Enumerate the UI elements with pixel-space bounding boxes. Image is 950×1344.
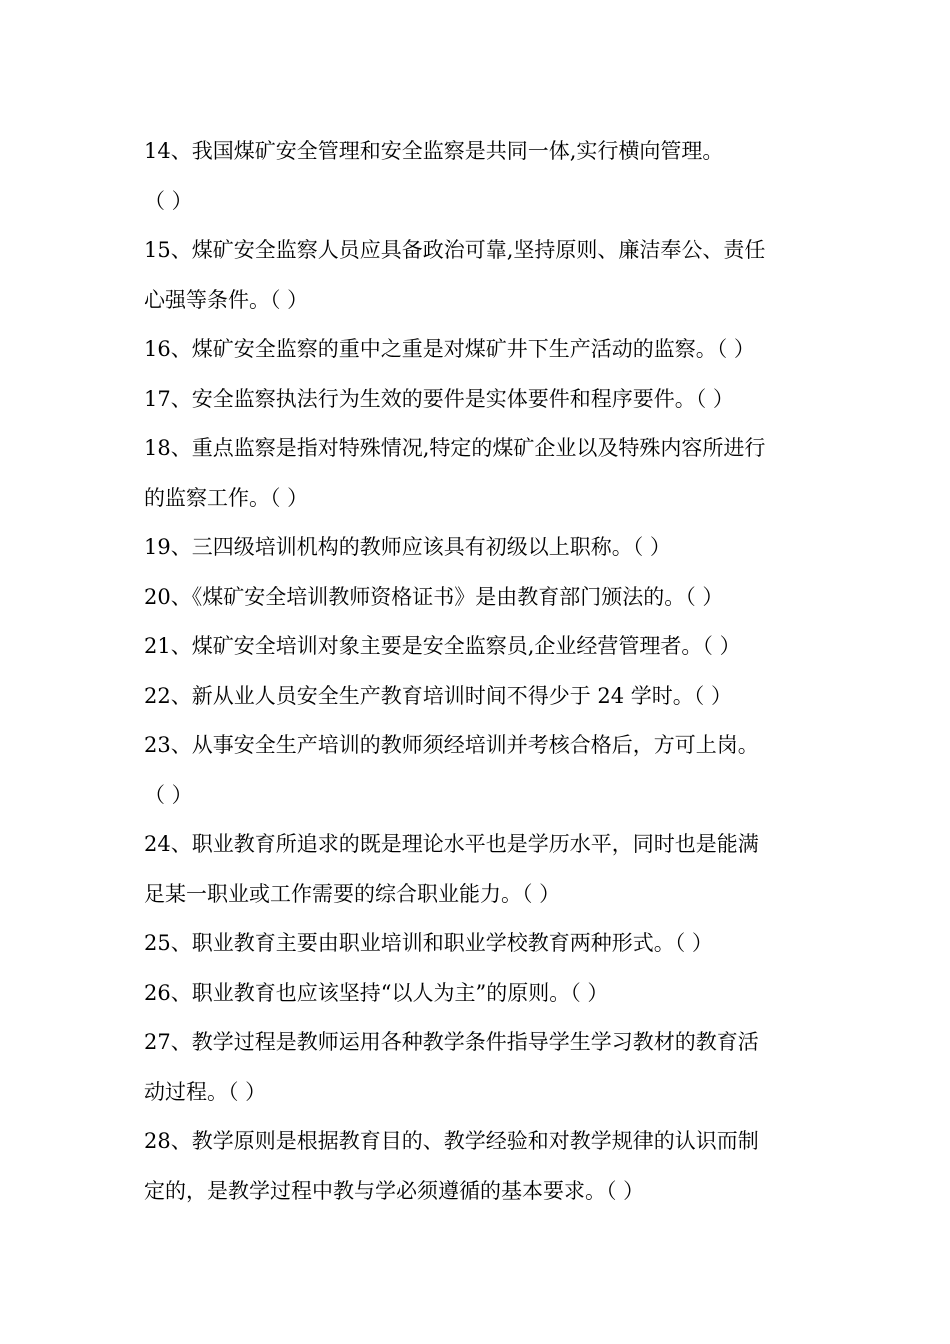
question-22: 22、新从业人员安全生产教育培训时间不得少于 24 学时。（ ） — [144, 683, 732, 708]
question-17: 17、安全监察执法行为生效的要件是实体要件和程序要件。（ ） — [144, 386, 734, 411]
question-16: 16、煤矿安全监察的重中之重是对煤矿井下生产活动的监察。（ ） — [144, 337, 755, 361]
question-list — [144, 127, 809, 1216]
question-23-line-1: 23、从事安全生产培训的教师须经培训并考核合格后，方可上岗。 — [144, 733, 759, 757]
question-18-line-2: 的监察工作。（ ） — [144, 485, 309, 510]
question-28-line-2: 定的，是教学过程中教与学必须遵循的基本要求。（ ） — [144, 1178, 645, 1203]
question-25: 25、职业教育主要由职业培训和职业学校教育两种形式。（ ） — [144, 931, 713, 955]
question-20: 20、《煤矿安全培训教师资格证书》是由教育部门颁法的。（ ） — [144, 584, 724, 609]
question-18-line-1: 18、重点监察是指对特殊情况,特定的煤矿企业以及特殊内容所进行 — [144, 436, 766, 460]
question-27-line-1: 27、教学过程是教师运用各种教学条件指导学生学习教材的教育活 — [144, 1030, 759, 1054]
question-19: 19、三四级培训机构的教师应该具有初级以上职称。（ ） — [144, 535, 671, 559]
question-26: 26、职业教育也应该坚持“以人为主”的原则。（ ） — [144, 980, 609, 1005]
question-24-line-1: 24、职业教育所追求的既是理论水平也是学历水平，同时也是能满 — [144, 832, 759, 856]
question-28-line-1: 28、教学原则是根据教育目的、教学经验和对教学规律的认识而制 — [144, 1129, 759, 1153]
question-23-line-2: （ ） — [144, 782, 193, 807]
question-14-line-2: （ ） — [144, 188, 193, 213]
question-15-line-1: 15、煤矿安全监察人员应具备政治可靠,坚持原则、廉洁奉公、责任 — [144, 238, 766, 262]
question-24-line-2: 足某一职业或工作需要的综合职业能力。（ ） — [144, 881, 561, 906]
question-27-line-2: 动过程。（ ） — [144, 1079, 267, 1104]
question-21: 21、煤矿安全培训对象主要是安全监察员,企业经营管理者。（ ） — [144, 634, 741, 658]
question-14-line-1: 14、我国煤矿安全管理和安全监察是共同一体,实行横向管理。 — [144, 139, 724, 163]
question-15-line-2: 心强等条件。（ ） — [144, 287, 309, 312]
